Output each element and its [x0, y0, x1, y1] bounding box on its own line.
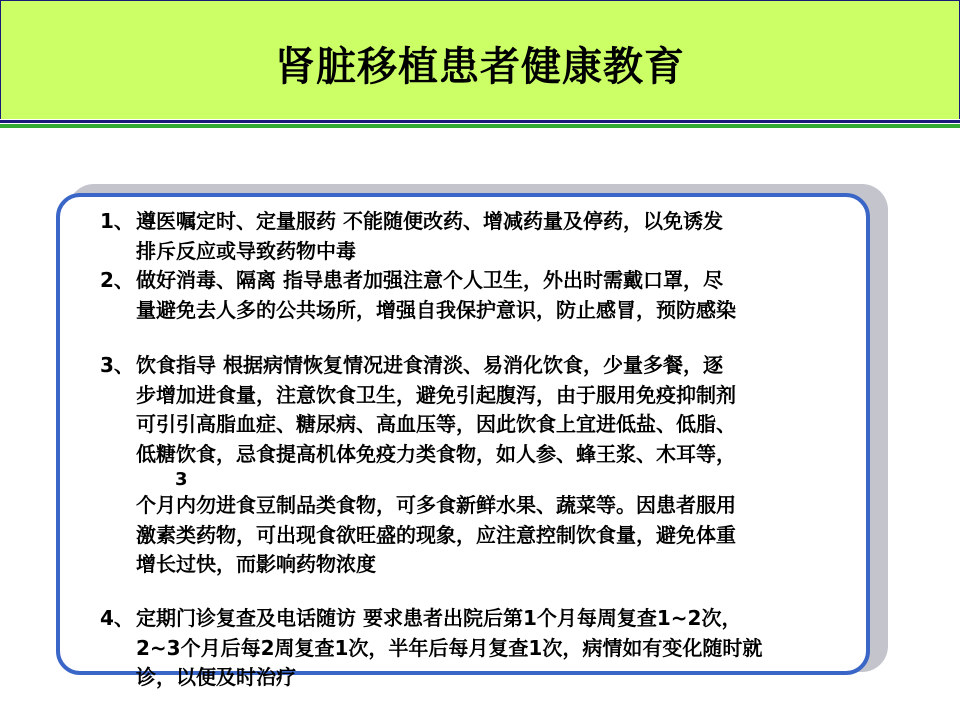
list-item-4: [100, 604, 864, 693]
list-item-3: [100, 351, 864, 580]
title-divider: [0, 120, 960, 123]
title-divider-accent: [0, 124, 960, 128]
page-title: 肾脏移植患者健康教育: [275, 44, 685, 90]
title-banner: [0, 0, 960, 119]
list-item-line: 诊，以便及时治疗: [136, 665, 296, 689]
list-item-line: 定期门诊复查及电话随访 要求患者出院后第1个月每周复查1~2次，: [136, 606, 742, 630]
list-item-line: 增长过快，而影响药物浓度: [136, 552, 376, 576]
list-item-line: 个月内勿进食豆制品类食物，可多食新鲜水果、蔬菜等。因患者服用: [136, 493, 736, 517]
list-item-line: 遵医嘱定时、定量服药 不能随便改药、增减药量及停药，以免诱发: [136, 209, 723, 233]
list-item-line: 饮食指导 根据病情恢复情况进食清淡、易消化饮食，少量多餐，逐: [136, 353, 723, 377]
list-item-line: 2~3个月后每2周复查1次，半年后每月复查1次，病情如有变化随时就: [136, 635, 763, 660]
list-item-line: 排斥反应或导致药物中毒: [136, 238, 356, 263]
list-item-2: [100, 266, 864, 325]
list-item-number: 1、: [100, 209, 134, 233]
list-item-line: 低糖饮食，忌食提高机体免疫力类食物，如人参、蜂王浆、木耳等，: [136, 441, 736, 466]
list-item-line: 量避免去人多的公共场所，增强自我保护意识，防止感冒，预防感染: [136, 297, 736, 322]
list-item-line: 步增加进食量，注意饮食卫生，避免引起腹泻，由于服用免疫抑制剂: [136, 382, 736, 407]
list-item-line: 做好消毒、隔离 指导患者加强注意个人卫生，外出时需戴口罩，尽: [136, 268, 723, 292]
list-item-line: 3: [175, 469, 188, 490]
list-item-number: 3、: [100, 353, 134, 377]
list-item-number: 4、: [100, 606, 134, 630]
list-item-line: 可引引高脂血症、糖尿病、高血压等，因此饮食上宜进低盐、低脂、: [136, 412, 736, 436]
list-item-line: 激素类药物，可出现食欲旺盛的现象，应注意控制饮食量，避免体重: [136, 522, 736, 547]
list-item-number: 2、: [100, 268, 134, 292]
list-item-1: [100, 207, 864, 266]
